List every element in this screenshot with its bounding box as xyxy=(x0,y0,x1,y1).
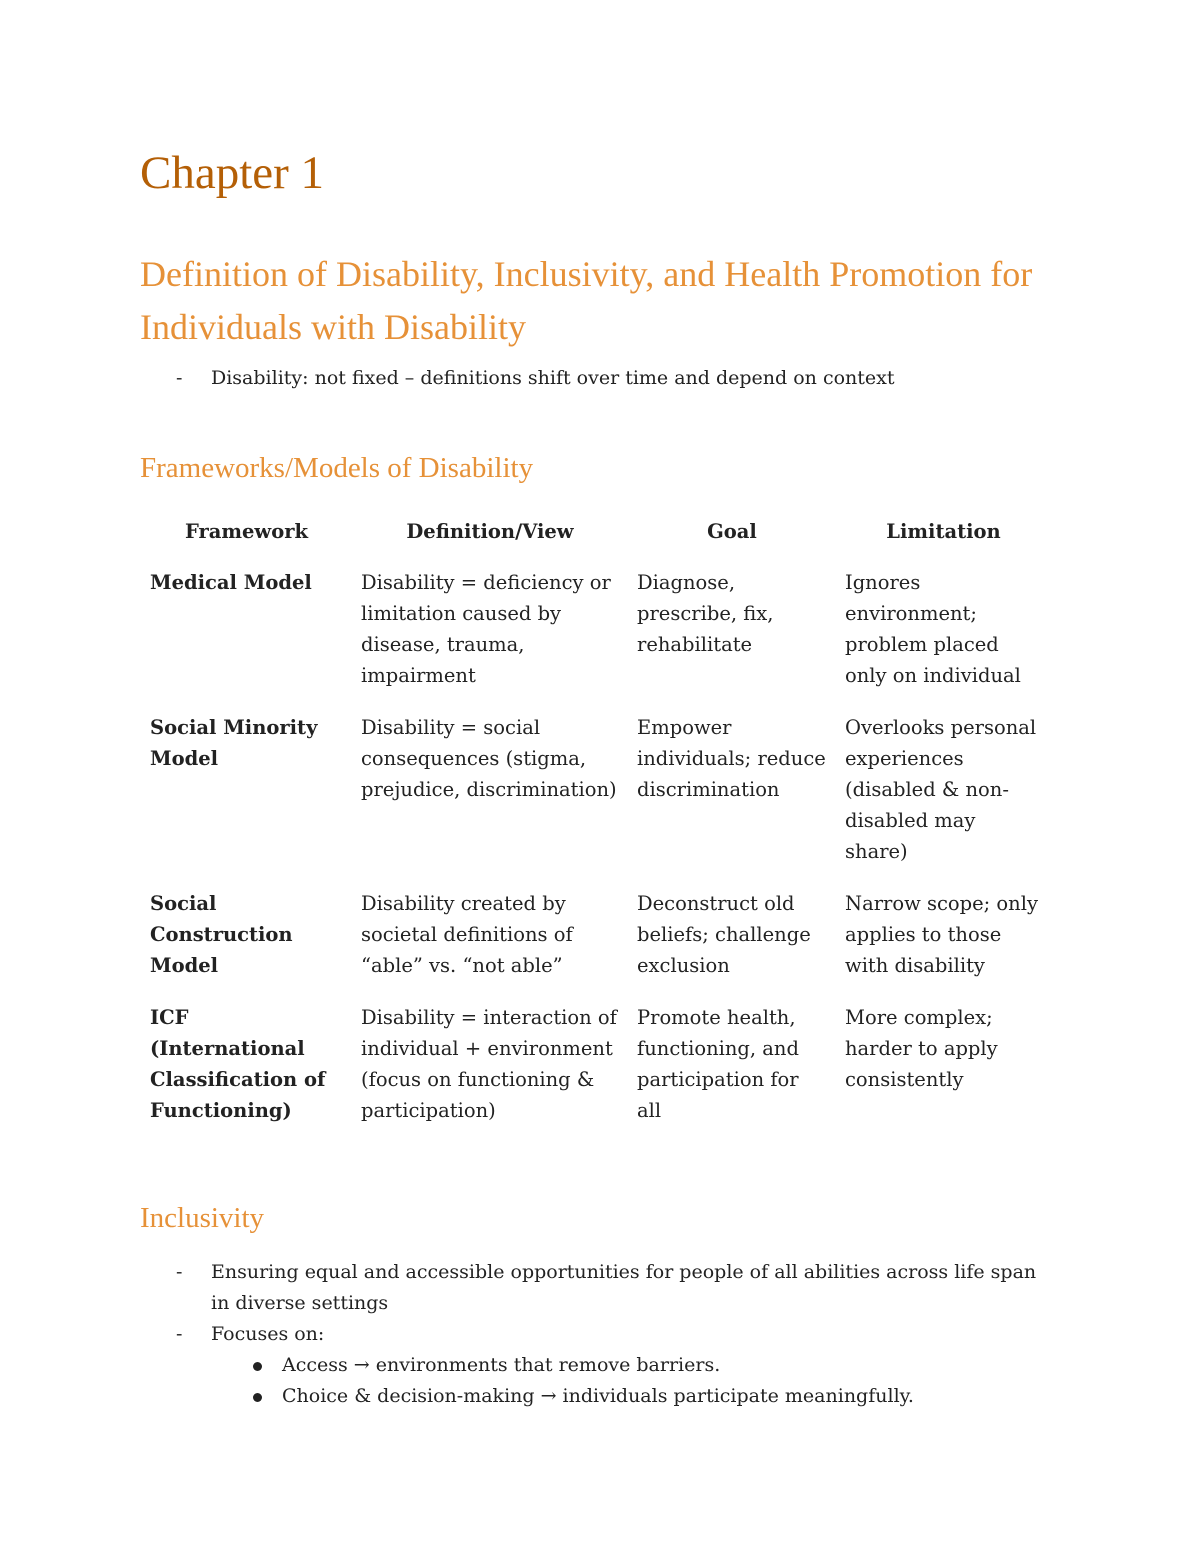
sub-list-item xyxy=(211,1381,1060,1412)
table-row xyxy=(140,888,1050,1002)
bullet-icon xyxy=(253,1393,262,1402)
definition-cell: Disability = interaction of individual + environment (focus on functioning & participation) xyxy=(361,1006,617,1122)
goal-cell: Diagnose, prescribe, fix, rehabilitate xyxy=(637,571,774,656)
section-title: Definition of Disability, Inclusivity, and Health Promotion for Individuals with Disability xyxy=(140,254,1033,347)
goal-cell: Promote health, functioning, and participation for all xyxy=(637,1006,799,1122)
framework-cell: Social Minority Model xyxy=(150,716,318,770)
definition-cell: Disability = social consequences (stigma, prejudice, discrimination) xyxy=(361,716,617,801)
framework-cell: Social Construction Model xyxy=(150,892,293,977)
column-header-definition: Definition/View xyxy=(406,520,574,543)
list-item xyxy=(140,363,1070,394)
framework-cell: Medical Model xyxy=(150,571,312,594)
sub-list-item-text: Access → environments that remove barriers. xyxy=(282,1354,721,1376)
column-header-limitation: Limitation xyxy=(886,520,1001,543)
frameworks-table xyxy=(140,512,1050,1147)
sub-list-item xyxy=(211,1350,1060,1381)
column-header-goal: Goal xyxy=(707,520,757,543)
focus-sublist xyxy=(211,1350,1060,1412)
limitation-cell: Overlooks personal experiences (disabled & non-disabled may share) xyxy=(845,716,1037,863)
intro-list xyxy=(140,363,1070,394)
list-item-text: Ensuring equal and accessible opportunities for people of all abilities across life span in diverse settings xyxy=(211,1261,1037,1314)
definition-cell: Disability = deficiency or limitation caused by disease, trauma, impairment xyxy=(361,571,611,687)
frameworks-heading: Frameworks/Models of Disability xyxy=(140,452,534,484)
dash-marker: - xyxy=(176,1261,183,1283)
table-row xyxy=(140,712,1050,888)
chapter-title: Chapter 1 xyxy=(140,147,325,199)
table-row xyxy=(140,1002,1050,1147)
list-item-text: Focuses on: xyxy=(211,1323,325,1345)
limitation-cell: Narrow scope; only applies to those with disability xyxy=(845,892,1038,977)
dash-marker: - xyxy=(176,1323,183,1345)
table-header-row xyxy=(140,512,1050,567)
bullet-icon xyxy=(253,1362,262,1371)
list-item-text: Disability: not fixed – definitions shift over time and depend on context xyxy=(211,367,895,389)
limitation-cell: Ignores environment; problem placed only on individual xyxy=(845,571,1021,687)
limitation-cell: More complex; harder to apply consistently xyxy=(845,1006,998,1091)
goal-cell: Deconstruct old beliefs; challenge exclusion xyxy=(637,892,811,977)
sub-list-item-text: Choice & decision-making → individuals participate meaningfully. xyxy=(282,1385,914,1407)
list-item xyxy=(140,1257,1060,1319)
table-row xyxy=(140,567,1050,712)
inclusivity-heading: Inclusivity xyxy=(140,1202,265,1234)
goal-cell: Empower individuals; reduce discrimination xyxy=(637,716,826,801)
column-header-framework: Framework xyxy=(184,520,309,543)
definition-cell: Disability created by societal definitions of “able” vs. “not able” xyxy=(361,892,573,977)
inclusivity-list xyxy=(140,1257,1060,1412)
list-item xyxy=(140,1319,1060,1412)
dash-marker: - xyxy=(176,367,183,389)
framework-cell: ICF (International Classification of Functioning) xyxy=(150,1006,326,1122)
